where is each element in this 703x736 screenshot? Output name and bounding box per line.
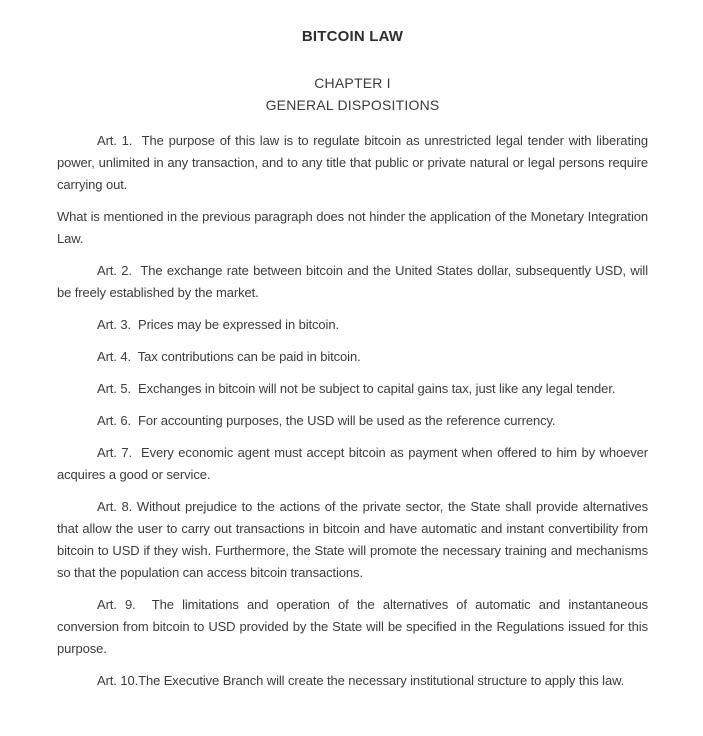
paragraph-art-4: Art. 4. Tax contributions can be paid in bitcoin.	[97, 349, 361, 364]
paragraph-monetary-integration-note: What is mentioned in the previous paragraph does not hinder the application of the Monetary Integration Law.	[57, 209, 648, 246]
chapter-subtitle: GENERAL DISPOSITIONS	[265, 97, 440, 113]
paragraph-art-5: Art. 5. Exchanges in bitcoin will not be subject to capital gains tax, just like any legal tender.	[97, 381, 616, 396]
paragraph-art-6: Art. 6. For accounting purposes, the USD will be used as the reference currency.	[97, 413, 556, 428]
chapter-heading: CHAPTER I	[314, 75, 391, 91]
paragraph-art-1: Art. 1. The purpose of this law is to regulate bitcoin as unrestricted legal tender with liberating power, unlimited in any transaction, and to any title that public or private natural or legal persons require carrying out.	[57, 133, 648, 192]
paragraph-art-2: Art. 2. The exchange rate between bitcoin and the United States dollar, subsequently USD, will be freely established by the market.	[57, 263, 648, 300]
document-title: BITCOIN LAW	[301, 28, 404, 45]
paragraph-art-10: Art. 10.The Executive Branch will create the necessary institutional structure to apply this law.	[97, 673, 625, 688]
paragraph-art-9: Art. 9. The limitations and operation of the alternatives of automatic and instantaneous conversion from bitcoin to USD provided by the State will be specified in the Regulations issued for this purpose.	[57, 597, 648, 656]
paragraph-art-7: Art. 7. Every economic agent must accept bitcoin as payment when offered to him by whoever acquires a good or service.	[57, 445, 648, 482]
paragraph-art-3: Art. 3. Prices may be expressed in bitcoin.	[97, 317, 339, 332]
paragraph-art-8: Art. 8. Without prejudice to the actions of the private sector, the State shall provide alternatives that allow the user to carry out transactions in bitcoin and have automatic and instant convertibility from bitcoin to USD if they wish. Furthermore, the State will promote the necessary training and mechanisms so that the population can access bitcoin transactions.	[57, 499, 648, 580]
